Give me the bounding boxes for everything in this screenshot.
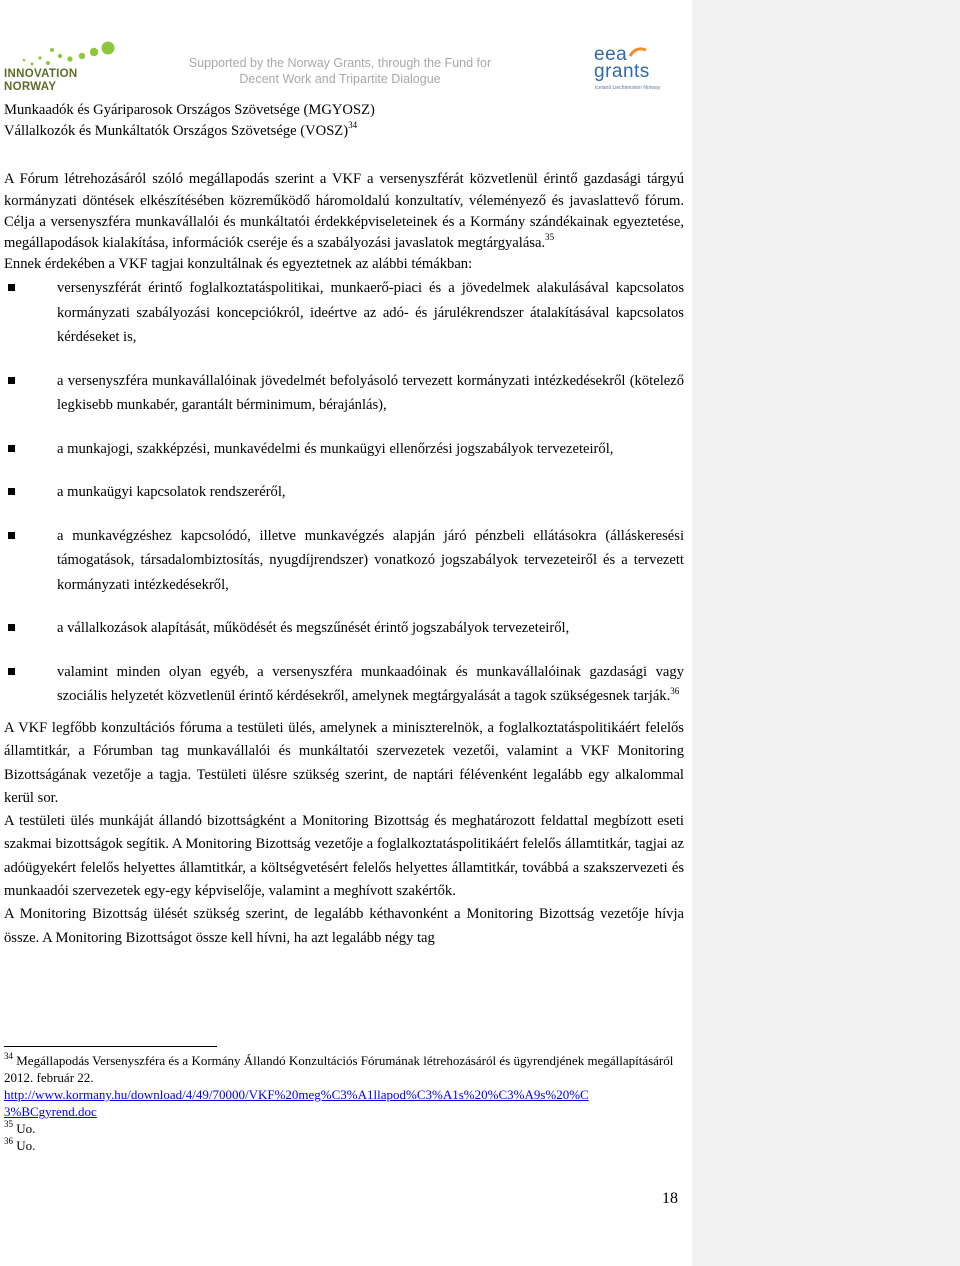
footnote-34-link[interactable]: http://www.kormany.hu/download/4/49/70000/VKF%20meg%C3%A1llapod%C3%A1s%20%C3%A9s%20%C [4, 1087, 589, 1102]
footnote-34-number: 34 [4, 1050, 13, 1061]
footnote-34 [4, 1052, 684, 1086]
eea-logo-line2: grants [594, 61, 650, 82]
intro-line-vosz-text: Vállalkozók és Munkáltatók Országos Szövetsége (VOSZ) [4, 123, 349, 140]
innovation-logo-line2: NORWAY [4, 81, 57, 93]
list-item-text: a munkajogi, szakképzési, munkavédelmi és munkaügyi ellenőrzési jogszabályok tervezeteiről, [57, 440, 614, 457]
list-item-text: a munkavégzéshez kapcsolódó, illetve munkavégzés alapján járó pénzbeli ellátásokra (álláskeresési támogatások, társadalombiztosítás, nyugdíjrendszer) vonatkozó jogszabályok tervezeteiről és a tervezett kormányzati intézkedésekről, [57, 527, 684, 593]
footnote-36-text: Uo. [16, 1138, 36, 1153]
page-number: 18 [662, 1190, 678, 1207]
bullet-icon [8, 284, 15, 291]
footnote-35-text: Uo. [16, 1121, 36, 1136]
innovation-norway-logo [2, 40, 120, 96]
eea-logo-tagline: Iceland Liechtenstein Norway [595, 85, 661, 91]
footnote-36 [4, 1137, 684, 1154]
footnote-ref-36: 36 [670, 685, 680, 696]
innovation-logo-line1: INNOVATION [4, 68, 78, 80]
list-item [4, 369, 684, 418]
forum-paragraph [4, 169, 684, 254]
footnotes [4, 1052, 684, 1154]
comment-margin-panel [692, 0, 960, 1266]
bullet-icon [8, 488, 15, 495]
footnote-34-text: Megállapodás Versenyszféra és a Kormány Állandó Konzultációs Fórumának létrehozásáról és ügyrendjének megállapításáról 2012. február 22. [4, 1053, 674, 1085]
list-item-text: valamint minden olyan egyéb, a versenyszféra munkaadóinak és munkavállalóinak gazdasági vagy szociális helyzetét közvetlenül érintő kérdésekről, amelynek megtárgyalását a tagok szükségesnek tarják. [57, 663, 684, 705]
bullet-icon [8, 377, 15, 384]
footnote-separator [4, 1046, 217, 1047]
spacer [4, 142, 684, 169]
list-item [4, 524, 684, 598]
list-item [4, 480, 684, 505]
footnote-35 [4, 1120, 684, 1137]
monitoring-meeting-paragraph: A Monitoring Bizottság ülését szükség szerint, de legalább kéthavonként a Monitoring Bizottság vezetője hívja össze. A Monitoring Bizottságot össze kell hívni, ha azt legalább négy tag [4, 906, 684, 946]
eea-grants-logo [592, 44, 661, 96]
list-item-text: versenyszférát érintő foglalkoztatáspolitikai, munkaerő-piaci és a jövedelmek alakulásával kapcsolatos kormányzati szabályozási koncepciókról, ideértve az adó- és járulékrendszer átalakításával kapcsolatos kérdéseket is, [57, 280, 684, 346]
footnote-34-link-cont[interactable]: 3%BCgyrend.doc [4, 1104, 97, 1119]
footnote-35-number: 35 [4, 1118, 13, 1129]
forum-paragraph-text: A Fórum létrehozásáról szóló megállapodás szerint a VKF a versenyszférát közvetlenül érintő gazdasági tárgyú kormányzati döntések elkészítésében közreműködő háromoldalú konzultatív, véleményező és javaslattevő fórum. Célja a versenyszféra munkavállalói és munkáltatói érdekképviseleteinek és a Kormány szándékainak egyeztetése, megállapodások kialakítása, információk cseréje és a szabályozási javaslatok megtárgyalása. [4, 171, 684, 252]
topics-intro-line: Ennek érdekében a VKF tagjai konzultálnak és egyeztetnek az alábbi témákban: [4, 256, 473, 273]
intro-line-mgyosz: Munkaadók és Gyáriparosok Országos Szövetsége (MGYOSZ) [4, 102, 375, 118]
header-funding-line2: Decent Work and Tripartite Dialogue [239, 72, 441, 86]
list-item [4, 616, 684, 641]
plenary-paragraph: A VKF legfőbb konzultációs fóruma a testületi ülés, amelynek a miniszterelnök, a foglalkoztatáspolitikáért felelős államtitkár, a Fórumban tag munkavállalói és munkáltatói szervezetek vezetői, valamint a VKF Monitoring Bizottságának vezetője a tagja. Testületi ülésre szükség szerint, de naptári félévenként legalább egy alkalommal kerül sor. [4, 719, 684, 806]
list-item-text: a vállalkozások alapítását, működését és megszűnését érintő jogszabályok tervezeteiről, [57, 620, 570, 637]
header-funding-note [160, 55, 520, 87]
list-item [4, 276, 684, 350]
topics-list [4, 276, 684, 709]
document-body [4, 100, 684, 950]
list-item [4, 660, 684, 709]
bullet-icon [8, 445, 15, 452]
footnote-34-link-line1[interactable] [4, 1086, 684, 1103]
eea-grants-mark-icon [628, 46, 648, 60]
footnote-ref-35: 35 [545, 232, 555, 243]
header-funding-line1: Supported by the Norway Grants, through the Fund for [188, 56, 492, 70]
list-item [4, 437, 684, 462]
monitoring-committee-paragraph: A testületi ülés munkáját állandó bizottságként a Monitoring Bizottság és meghatározott feldattal megbízott eseti szakmai bizottságok segítik. A Monitoring Bizottság vezetője a foglalkoztatáspolitikáért felelős államtitkár, tagjai az adóügyekért felelős helyettes államtitkár, a költségvetésért felelős helyettes államtitkár, továbbá a szakszervezeti és munkaadói szervezetek egy-egy képviselője, valamint a meghívott szakértők. [4, 813, 684, 899]
footnote-34-link-line2[interactable] [4, 1103, 684, 1120]
list-item-text: a versenyszféra munkavállalóinak jövedelmét befolyásoló tervezett kormányzati intézkedésekről (kötelező legkisebb munkabér, garantált bérminimum, bérajánlás), [57, 372, 684, 414]
intro-line-vosz [4, 121, 684, 142]
bullet-icon [8, 624, 15, 631]
footnote-ref-34: 34 [348, 120, 358, 131]
list-item-text: a munkaügyi kapcsolatok rendszeréről, [57, 484, 286, 501]
eea-logo-line1: eea [594, 44, 628, 65]
footnote-36-number: 36 [4, 1135, 13, 1146]
innovation-norway-dots-icon [2, 40, 120, 70]
bullet-icon [8, 668, 15, 675]
bullet-icon [8, 532, 15, 539]
